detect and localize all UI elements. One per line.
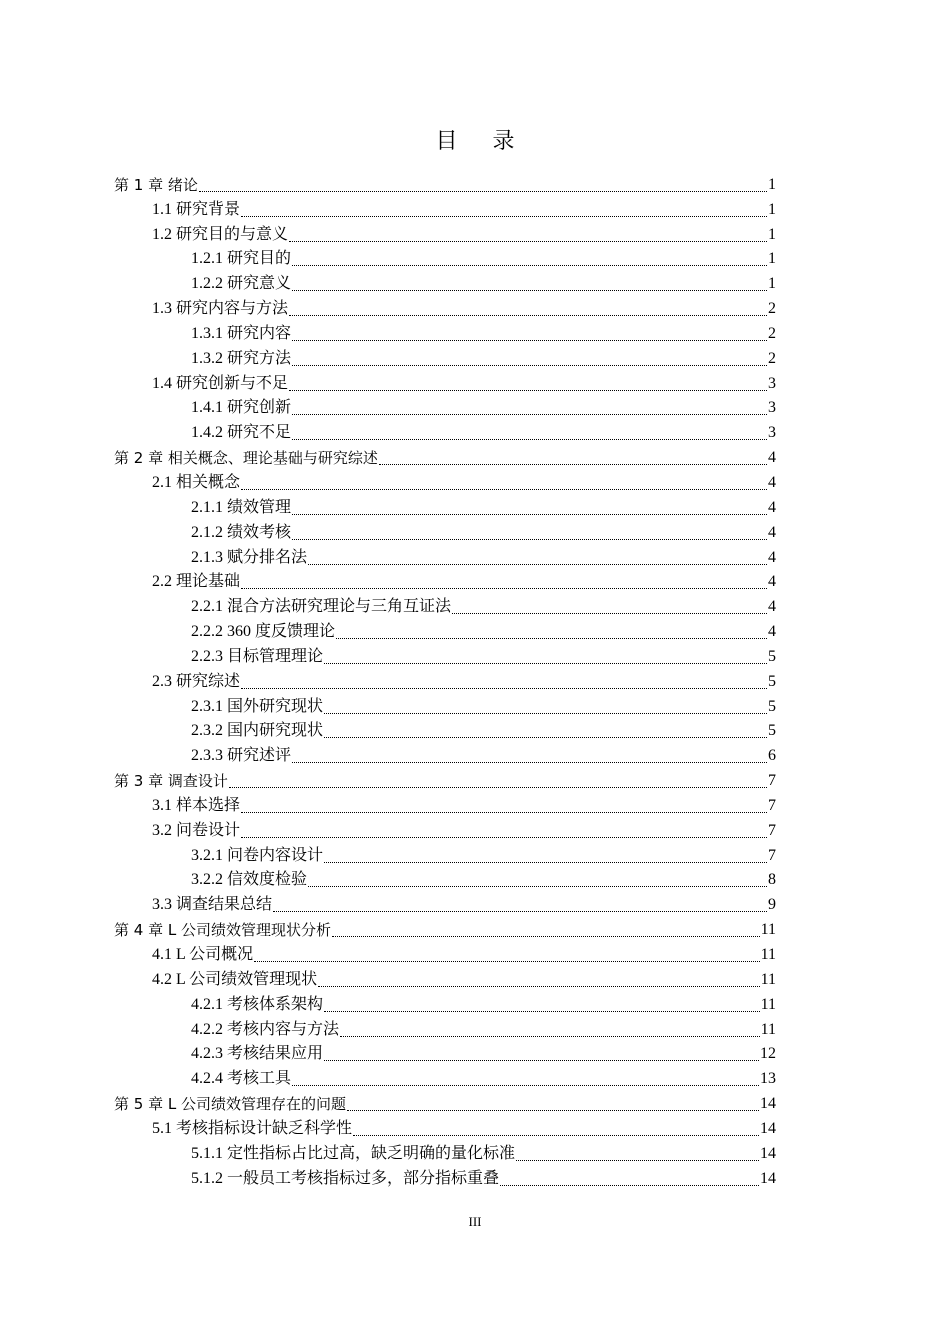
toc-section-entry[interactable] — [114, 966, 776, 991]
toc-subsection-entry[interactable] — [114, 693, 776, 718]
toc-subsection-entry[interactable] — [114, 1165, 776, 1190]
toc-entry-page: 6 — [768, 747, 776, 765]
toc-entry-label: 2.2 理论基础 — [152, 573, 241, 591]
toc-entry-page: 4 — [768, 548, 776, 566]
toc-dot-leader — [241, 587, 767, 589]
toc-dot-leader — [318, 985, 759, 987]
toc-dot-leader — [292, 438, 767, 440]
toc-entry-label: 第 2 章 相关概念、理论基础与研究综述 — [114, 449, 378, 468]
toc-subsection-entry[interactable] — [114, 643, 776, 668]
toc-subsection-entry[interactable] — [114, 519, 776, 544]
toc-dot-leader — [229, 786, 767, 788]
page-title: 目 录 — [435, 129, 529, 154]
toc-section-entry[interactable] — [114, 196, 776, 221]
toc-dot-leader — [241, 811, 767, 813]
toc-entry-page: 1 — [768, 175, 776, 193]
toc-dot-leader — [292, 538, 767, 540]
toc-entry-label: 5.1.2 一般员工考核指标过多，部分指标重叠 — [191, 1169, 500, 1187]
toc-entry-label: 3.1 样本选择 — [152, 796, 241, 814]
toc-dot-leader — [347, 1109, 759, 1111]
toc-dot-leader — [292, 513, 767, 515]
toc-entry-label: 第 1 章 绪论 — [114, 175, 198, 194]
toc-section-entry[interactable] — [114, 569, 776, 594]
toc-entry-label: 第 5 章 L 公司绩效管理存在的问题 — [114, 1095, 346, 1114]
toc-entry-label: 4.2.1 考核体系架构 — [191, 995, 324, 1013]
toc-entry-page: 14 — [760, 1095, 776, 1113]
toc-entry-label: 2.1.1 绩效管理 — [191, 498, 292, 516]
toc-chapter-entry[interactable] — [114, 444, 776, 469]
toc-entry-label: 2.3.2 国内研究现状 — [191, 722, 324, 740]
toc-subsection-entry[interactable] — [114, 246, 776, 271]
toc-entry-label: 1.4.2 研究不足 — [191, 424, 292, 442]
toc-entry-label: 2.1 相关概念 — [152, 473, 241, 491]
table-of-contents — [114, 171, 776, 1190]
toc-dot-leader — [308, 563, 767, 565]
toc-entry-label: 3.2.2 信效度检验 — [191, 871, 308, 889]
toc-dot-leader — [289, 240, 767, 242]
toc-entry-label: 1.4 研究创新与不足 — [152, 374, 289, 392]
toc-entry-page: 8 — [768, 871, 776, 889]
toc-entry-page: 4 — [768, 473, 776, 491]
toc-dot-leader — [353, 1134, 759, 1136]
toc-subsection-entry[interactable] — [114, 345, 776, 370]
toc-entry-label: 1.2.1 研究目的 — [191, 250, 292, 268]
toc-dot-leader — [324, 861, 767, 863]
toc-section-entry[interactable] — [114, 221, 776, 246]
toc-entry-page: 4 — [768, 523, 776, 541]
toc-section-entry[interactable] — [114, 891, 776, 916]
toc-entry-page: 7 — [768, 846, 776, 864]
toc-dot-leader — [516, 1159, 759, 1161]
toc-subsection-entry[interactable] — [114, 991, 776, 1016]
toc-chapter-entry[interactable] — [114, 916, 776, 941]
toc-section-entry[interactable] — [114, 817, 776, 842]
toc-dot-leader — [308, 885, 767, 887]
toc-entry-page: 5 — [768, 722, 776, 740]
toc-subsection-entry[interactable] — [114, 1065, 776, 1090]
toc-dot-leader — [324, 662, 767, 664]
toc-subsection-entry[interactable] — [114, 1041, 776, 1066]
toc-entry-page: 11 — [760, 970, 776, 988]
toc-dot-leader — [273, 910, 767, 912]
toc-dot-leader — [254, 960, 759, 962]
toc-entry-label: 4.1 L 公司概况 — [152, 946, 254, 963]
toc-entry-page: 4 — [768, 498, 776, 516]
toc-subsection-entry[interactable] — [114, 718, 776, 743]
toc-entry-label: 2.2.3 目标管理理论 — [191, 647, 324, 665]
toc-section-entry[interactable] — [114, 1115, 776, 1140]
toc-entry-page: 2 — [768, 324, 776, 342]
toc-entry-label: 2.2.2 360 度反馈理论 — [191, 623, 336, 641]
toc-subsection-entry[interactable] — [114, 395, 776, 420]
toc-entry-page: 5 — [768, 697, 776, 715]
toc-dot-leader — [292, 413, 767, 415]
toc-chapter-entry[interactable] — [114, 1090, 776, 1115]
toc-subsection-entry[interactable] — [114, 494, 776, 519]
toc-entry-label: 1.3.2 研究方法 — [191, 349, 292, 367]
toc-entry-page: 5 — [768, 647, 776, 665]
toc-dot-leader — [289, 314, 767, 316]
toc-subsection-entry[interactable] — [114, 842, 776, 867]
toc-entry-page: 7 — [768, 821, 776, 839]
toc-entry-page: 11 — [760, 921, 776, 939]
toc-entry-page: 7 — [768, 796, 776, 814]
toc-entry-page: 2 — [768, 349, 776, 367]
toc-subsection-entry[interactable] — [114, 742, 776, 767]
toc-dot-leader — [292, 339, 767, 341]
toc-dot-leader — [324, 736, 767, 738]
toc-subsection-entry[interactable] — [114, 867, 776, 892]
toc-dot-leader — [241, 687, 767, 689]
toc-entry-page: 1 — [768, 225, 776, 243]
toc-chapter-entry[interactable] — [114, 171, 776, 196]
toc-entry-page: 14 — [760, 1144, 776, 1162]
toc-entry-page: 14 — [760, 1169, 776, 1187]
toc-entry-page: 11 — [760, 1020, 776, 1038]
toc-entry-label: 第 4 章 L 公司绩效管理现状分析 — [114, 921, 331, 940]
toc-section-entry[interactable] — [114, 941, 776, 966]
toc-entry-page: 11 — [760, 946, 776, 963]
toc-subsection-entry[interactable] — [114, 270, 776, 295]
toc-entry-page: 1 — [768, 275, 776, 293]
toc-entry-page: 1 — [768, 200, 776, 218]
toc-entry-label: 2.1.2 绩效考核 — [191, 523, 292, 541]
toc-entry-page: 9 — [768, 896, 776, 914]
toc-entry-label: 3.2.1 问卷内容设计 — [191, 846, 324, 864]
toc-dot-leader — [289, 389, 767, 391]
toc-subsection-entry[interactable] — [114, 1140, 776, 1165]
toc-entry-page: 7 — [768, 772, 776, 790]
toc-subsection-entry[interactable] — [114, 419, 776, 444]
toc-dot-leader — [241, 215, 767, 217]
toc-dot-leader — [199, 190, 767, 192]
toc-entry-label: 1.3 研究内容与方法 — [152, 300, 289, 318]
toc-entry-page: 4 — [768, 623, 776, 641]
toc-dot-leader — [292, 289, 767, 291]
toc-dot-leader — [332, 935, 760, 937]
toc-entry-label: 2.1.3 赋分排名法 — [191, 548, 308, 566]
toc-entry-label: 2.2.1 混合方法研究理论与三角互证法 — [191, 598, 452, 616]
toc-entry-page: 1 — [768, 250, 776, 268]
toc-entry-label: 3.2 问卷设计 — [152, 821, 241, 839]
toc-entry-label: 4.2.3 考核结果应用 — [191, 1045, 324, 1063]
page-number: III — [468, 1214, 482, 1229]
toc-entry-label: 1.3.1 研究内容 — [191, 324, 292, 342]
toc-dot-leader — [292, 264, 767, 266]
toc-entry-page: 13 — [760, 1070, 776, 1088]
toc-entry-page: 3 — [768, 374, 776, 392]
toc-dot-leader — [379, 463, 767, 465]
toc-subsection-entry[interactable] — [114, 1016, 776, 1041]
toc-entry-label: 1.1 研究背景 — [152, 200, 241, 218]
toc-entry-page: 3 — [768, 399, 776, 417]
toc-dot-leader — [241, 836, 767, 838]
toc-entry-page: 14 — [760, 1119, 776, 1137]
toc-subsection-entry[interactable] — [114, 544, 776, 569]
toc-entry-page: 4 — [768, 573, 776, 591]
toc-entry-page: 12 — [760, 1045, 776, 1063]
toc-entry-label: 1.2.2 研究意义 — [191, 275, 292, 293]
toc-entry-label: 2.3 研究综述 — [152, 672, 241, 690]
toc-entry-label: 4.2 L 公司绩效管理现状 — [152, 970, 318, 988]
toc-subsection-entry[interactable] — [114, 320, 776, 345]
toc-dot-leader — [292, 761, 767, 763]
toc-chapter-entry[interactable] — [114, 767, 776, 792]
toc-entry-label: 5.1.1 定性指标占比过高，缺乏明确的量化标准 — [191, 1144, 516, 1162]
toc-entry-label: 1.4.1 研究创新 — [191, 399, 292, 417]
toc-entry-label: 2.3.1 国外研究现状 — [191, 697, 324, 715]
toc-entry-label: 4.2.4 考核工具 — [191, 1070, 292, 1088]
toc-entry-page: 4 — [768, 449, 776, 467]
toc-dot-leader — [241, 488, 767, 490]
toc-section-entry[interactable] — [114, 469, 776, 494]
toc-entry-label: 第 3 章 调查设计 — [114, 772, 228, 791]
toc-dot-leader — [452, 612, 767, 614]
toc-entry-label: 4.2.2 考核内容与方法 — [191, 1020, 340, 1038]
toc-dot-leader — [324, 1010, 760, 1012]
toc-section-entry[interactable] — [114, 370, 776, 395]
toc-dot-leader — [324, 712, 767, 714]
toc-subsection-entry[interactable] — [114, 618, 776, 643]
toc-section-entry[interactable] — [114, 792, 776, 817]
toc-dot-leader — [292, 1084, 759, 1086]
toc-entry-page: 5 — [768, 672, 776, 690]
toc-section-entry[interactable] — [114, 295, 776, 320]
toc-section-entry[interactable] — [114, 668, 776, 693]
toc-dot-leader — [340, 1035, 760, 1037]
toc-entry-label: 2.3.3 研究述评 — [191, 747, 292, 765]
toc-dot-leader — [324, 1059, 759, 1061]
toc-subsection-entry[interactable] — [114, 593, 776, 618]
toc-entry-page: 4 — [768, 598, 776, 616]
toc-entry-label: 1.2 研究目的与意义 — [152, 225, 289, 243]
toc-entry-page: 3 — [768, 424, 776, 442]
toc-entry-page: 11 — [760, 995, 776, 1013]
toc-dot-leader — [336, 637, 767, 639]
toc-dot-leader — [292, 364, 767, 366]
toc-entry-page: 2 — [768, 300, 776, 318]
toc-dot-leader — [500, 1184, 759, 1186]
toc-entry-label: 3.3 调查结果总结 — [152, 896, 273, 914]
toc-entry-label: 5.1 考核指标设计缺乏科学性 — [152, 1119, 353, 1137]
